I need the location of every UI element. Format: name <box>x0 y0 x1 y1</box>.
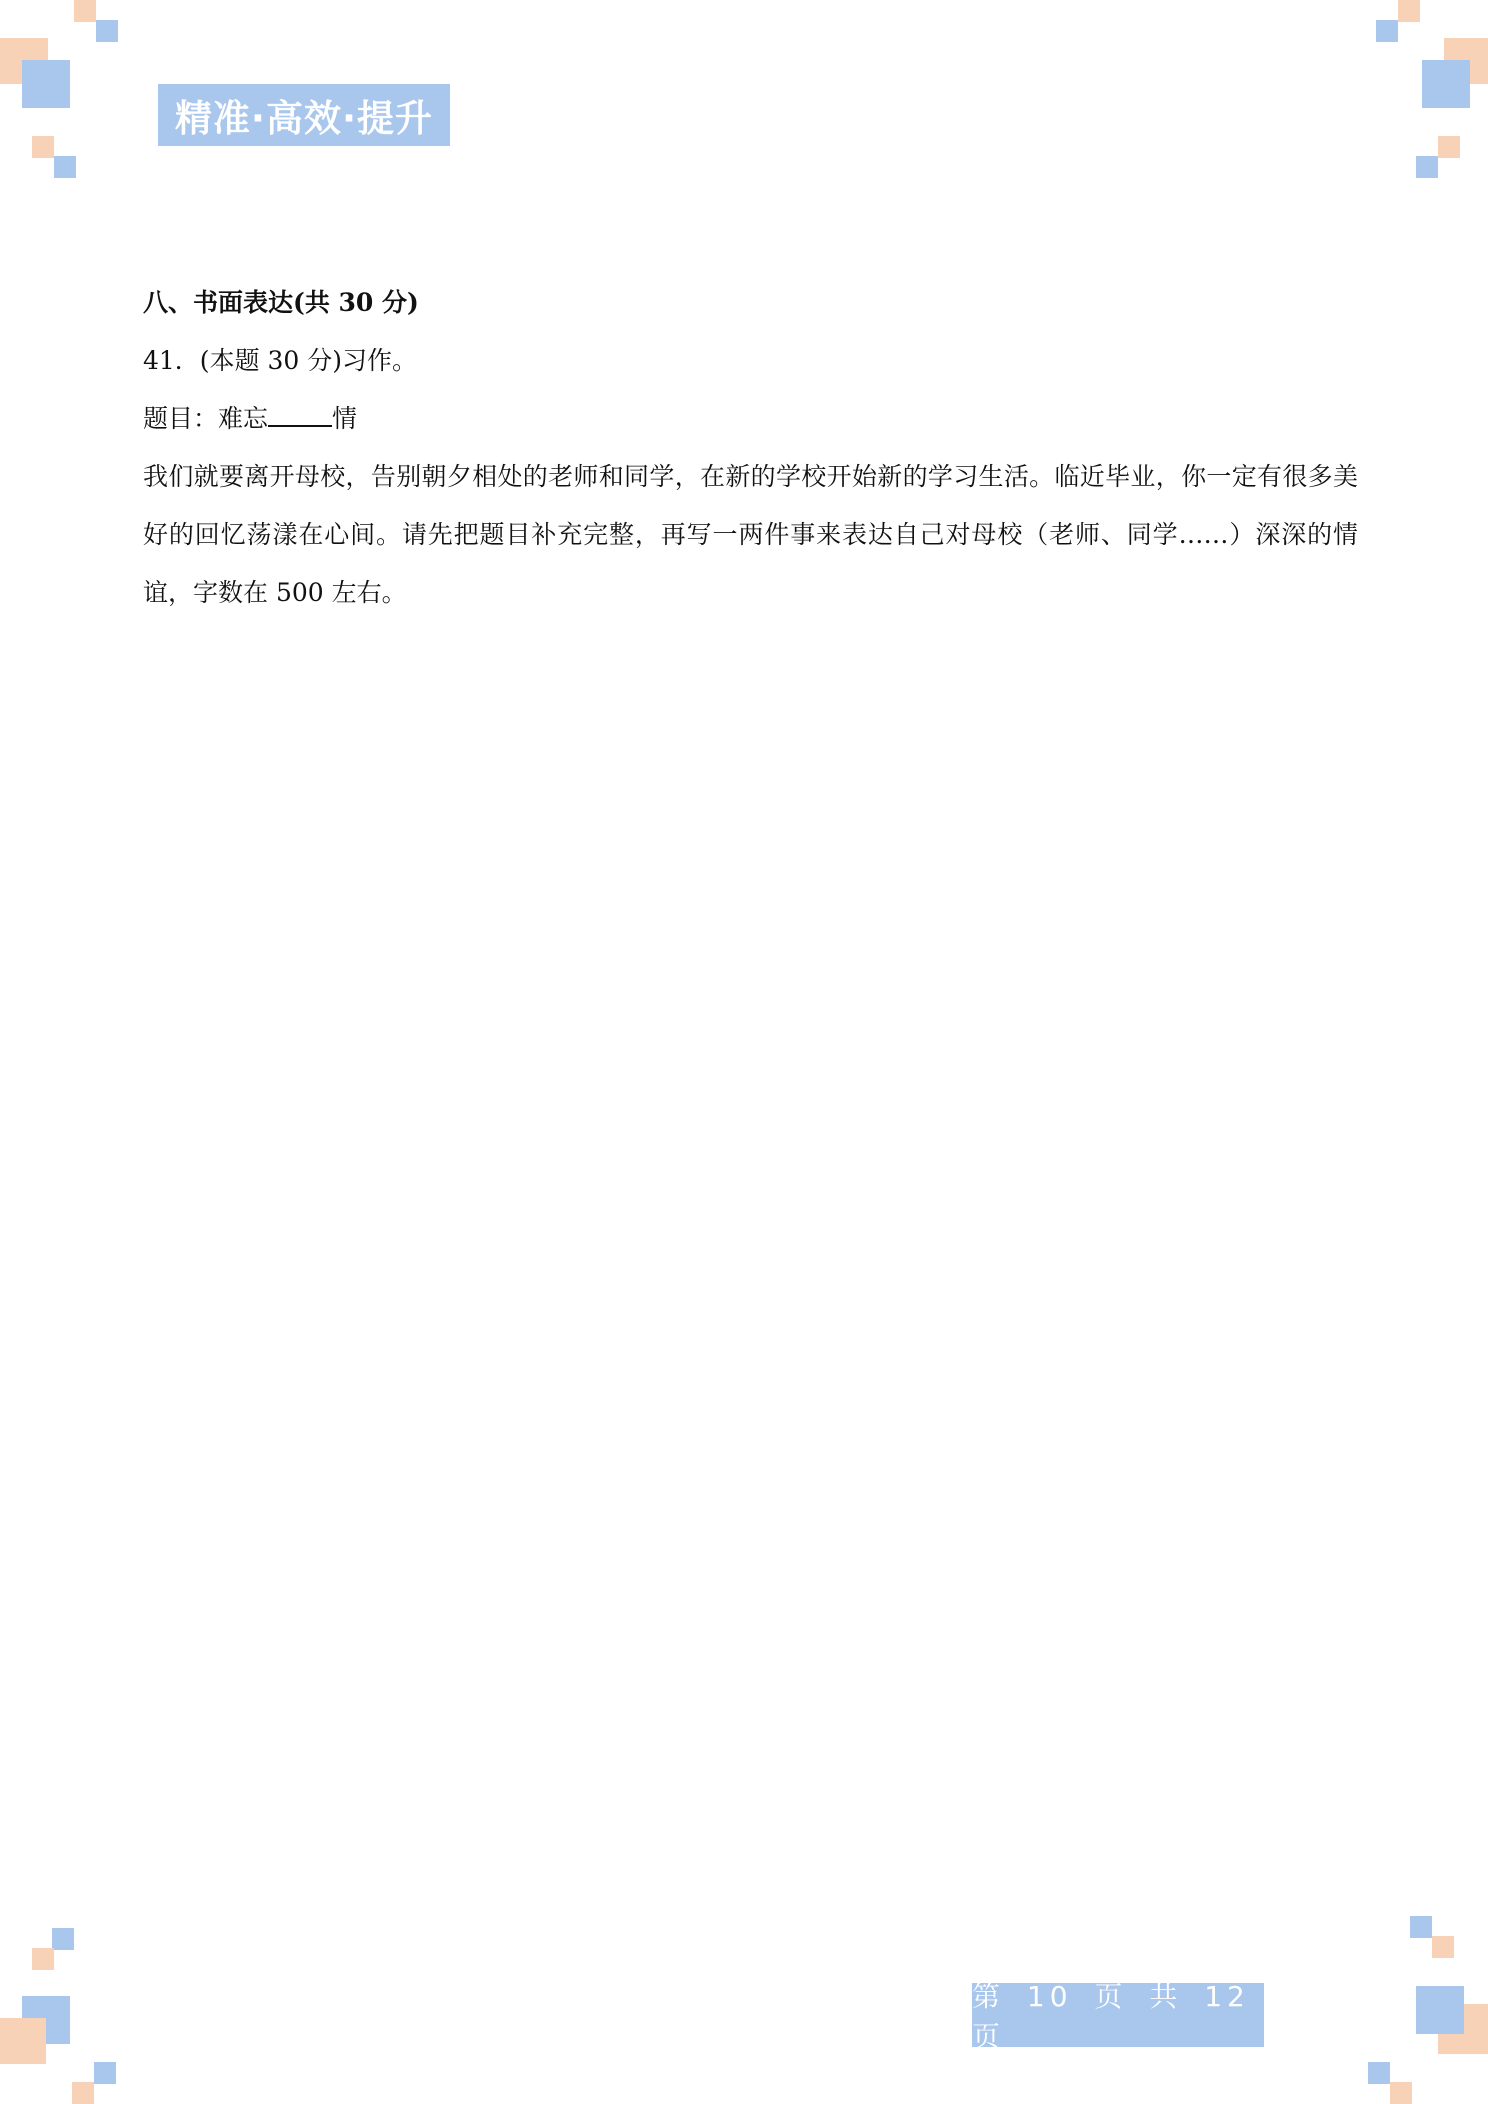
corner-decoration-square <box>1410 1916 1432 1938</box>
essay-prompt: 我们就要离开母校，告别朝夕相处的老师和同学，在新的学校开始新的学习生活。临近毕业，你一定有很多美好的回忆荡漾在心间。请先把题目补充完整，再写一两件事来表达自己对母校（老师、同学……）深深的情谊，字数在 500 左右。 <box>143 462 1358 607</box>
corner-decoration-square <box>1376 20 1398 42</box>
corner-decoration-square <box>1416 1986 1464 2034</box>
corner-decoration-square <box>74 0 96 22</box>
corner-decoration-square <box>1398 0 1420 22</box>
corner-decoration-square <box>32 136 54 158</box>
essay-title-suffix: 情 <box>332 404 358 433</box>
question-label: 41．(本题 30 分)习作。 <box>143 346 418 375</box>
header-banner <box>158 84 450 146</box>
banner-text: 精准·高效·提升 <box>174 97 434 140</box>
corner-decoration-square <box>0 2018 46 2064</box>
corner-decoration-square <box>94 2062 116 2084</box>
corner-decoration-square <box>1438 136 1460 158</box>
document-body <box>143 274 1358 622</box>
corner-decoration-square <box>54 156 76 178</box>
corner-decoration-square <box>96 20 118 42</box>
corner-decoration-square <box>22 60 70 108</box>
corner-decoration-square <box>1416 156 1438 178</box>
essay-title-line <box>143 390 1358 448</box>
corner-decoration-square <box>1368 2062 1390 2084</box>
section-heading: 八、书面表达(共 30 分) <box>143 288 419 317</box>
fill-in-blank <box>268 403 332 427</box>
corner-decoration-square <box>72 2082 94 2104</box>
corner-decoration-square <box>52 1928 74 1950</box>
corner-decoration-square <box>1422 60 1470 108</box>
page-footer <box>972 1980 1264 2053</box>
page-indicator: 第 10 页 共 12 页 <box>972 1980 1250 2053</box>
corner-decoration-square <box>1390 2082 1412 2104</box>
essay-title-prefix: 题目：难忘 <box>143 404 269 433</box>
corner-decoration-square <box>32 1948 54 1970</box>
corner-decoration-square <box>1432 1936 1454 1958</box>
